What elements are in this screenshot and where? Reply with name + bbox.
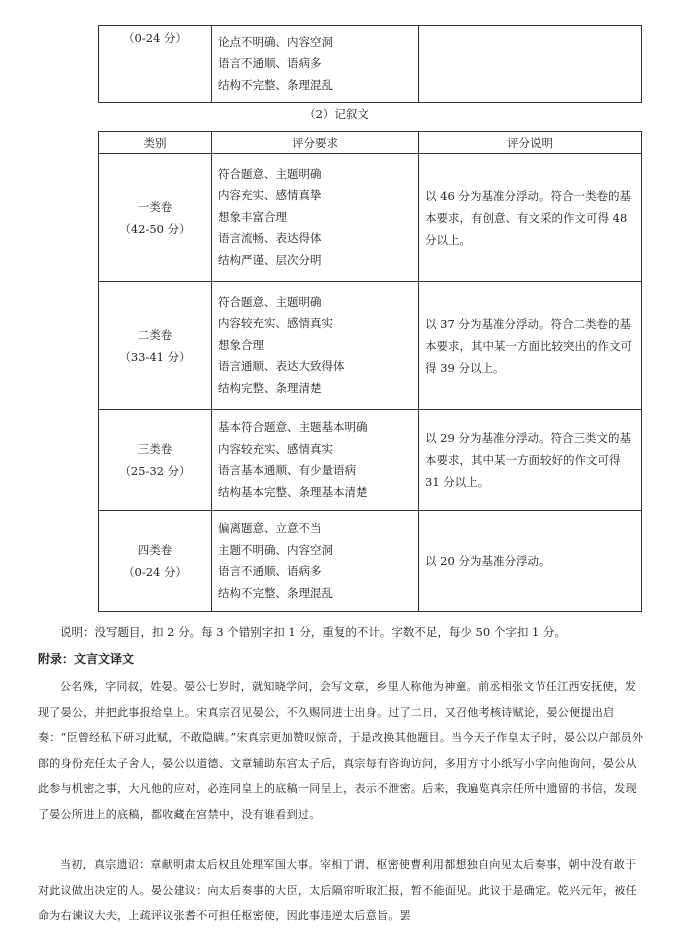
requirement-line: 想象合理 — [218, 337, 264, 352]
requirements-cell — [212, 511, 419, 612]
category-range: （0-24 分） — [123, 31, 187, 45]
requirement-line: 想象丰富合理 — [218, 209, 287, 224]
header-notes: 评分说明 — [419, 132, 642, 154]
requirement-line: 内容较充实、感情真实 — [218, 441, 333, 456]
category-range: （25-32 分） — [119, 464, 191, 478]
row-category — [99, 282, 212, 410]
requirements-cell — [212, 410, 419, 511]
requirement-line: 结构完整、条理清楚 — [218, 380, 322, 395]
requirement-line: 主题不明确、内容空洞 — [218, 542, 333, 557]
header-requirements: 评分要求 — [212, 132, 419, 154]
requirement-line: 语言不通顺、语病多 — [218, 564, 322, 578]
category-name: 一类卷 — [137, 199, 173, 214]
appendix-heading: 附录：文言文译文 — [38, 652, 135, 666]
category-name: 四类卷 — [137, 543, 173, 557]
requirement-line: 符合题意、主题明确 — [218, 166, 322, 181]
requirement-line: 结构不完整、条理混乱 — [218, 77, 333, 92]
requirement-line: 语言基本通顺、有少量语病 — [218, 463, 356, 477]
row-category — [99, 410, 212, 511]
requirements-cell — [212, 26, 419, 103]
category-range: （42-50 分） — [119, 221, 191, 236]
translation-paragraph-1: 公名殊，字同叔，姓晏。晏公七岁时，就知晓学问，会写文章，乡里人称他为神童。前丞相张文节任江西安抚使，发现了晏公，并把此事报给皇上。宋真宗召见晏公，不久赐同进士出身。过了二日，又召他考核诗赋论，晏公便提出启奏：“臣曾经私下研习此赋，不敢隐瞒。”宋真宗更加赞叹惊奇，于是改换其他题目。当今天子作皇太子时，晏公以户部员外郎的身份充任太子舍人，晏公以道德、文章辅助东宫太子后，真宗每有咨询访问，多用方寸小纸写小字向他询问，晏公从此参与机密之事，大凡他的应对，必连同皇上的底稿一同呈上，表示不泄密。后来，我遍览真宗任所中遗留的书信，发现了晏公所进上的底稿，都收藏在宫禁中，没有谁看到过。 — [38, 680, 644, 821]
notes-cell: 以 37 分为基准分浮动。符合二类卷的基本要求，其中某一方面比较突出的作文可得 39 分以上。 — [419, 282, 642, 410]
requirement-line: 结构不完整、条理混乱 — [218, 585, 333, 600]
category-name: 二类卷 — [137, 327, 173, 342]
requirement-line: 论点不明确、内容空洞 — [218, 34, 333, 49]
notes-cell: 以 29 分为基准分浮动。符合三类文的基本要求，其中某一方面较好的作文可得 31 分以上。 — [419, 410, 642, 511]
category-name: 三类卷 — [137, 442, 173, 456]
header-category: 类别 — [99, 132, 212, 154]
requirement-line: 语言通顺、表达大致得体 — [218, 359, 345, 374]
requirement-line: 偏离题意、立意不当 — [218, 521, 322, 535]
narrative-scoring-table — [98, 131, 642, 612]
requirements-cell — [212, 282, 419, 410]
requirement-line: 结构严谨、层次分明 — [218, 252, 322, 267]
translation-paragraph-2: 当初，真宗遗诏：章献明肃太后权且处理军国大事。宰相丁谓、枢密使曹利用都想独自向见太后奏事，朝中没有敢于对此议做出决定的人。晏公建议：向太后奏事的大臣，太后隔帘听取汇报，暂不能面见。此议于是确定。乾兴元年，被任命为右谏议大夫，上疏评议张耆不可担任枢密使，因此事违逆太后意旨。罢 — [38, 858, 637, 922]
category-range: （0-24 分） — [123, 565, 187, 579]
requirement-line: 内容较充实、感情真实 — [218, 316, 333, 331]
notes-cell: 以 20 分为基准分浮动。 — [419, 511, 642, 612]
requirement-line: 内容充实、感情真挚 — [218, 188, 322, 203]
requirement-line: 语言流畅、表达得体 — [218, 231, 322, 246]
category-cell — [99, 26, 212, 103]
category-range: （33-41 分） — [119, 349, 191, 364]
requirements-cell — [212, 154, 419, 282]
requirement-line: 结构基本完整、条理基本清楚 — [218, 484, 368, 499]
row-category — [99, 511, 212, 612]
notes-cell: 以 46 分为基准分浮动。符合一类卷的基本要求，有创意、有文采的作文可得 48 分以上。 — [419, 154, 642, 282]
notes-cell — [419, 26, 642, 103]
scoring-explanation: 说明：没写题目，扣 2 分。每 3 个错别字扣 1 分，重复的不计。字数不足，每少 50 个字扣 1 分。 — [60, 625, 566, 639]
requirement-line: 基本符合题意、主题基本明确 — [218, 420, 368, 434]
requirement-line: 符合题意、主题明确 — [218, 294, 322, 309]
requirement-line: 语言不通顺、语病多 — [218, 56, 322, 71]
scoring-table-continued — [98, 25, 642, 103]
row-category — [99, 154, 212, 282]
table-caption: （2）记叙文 — [304, 107, 369, 121]
